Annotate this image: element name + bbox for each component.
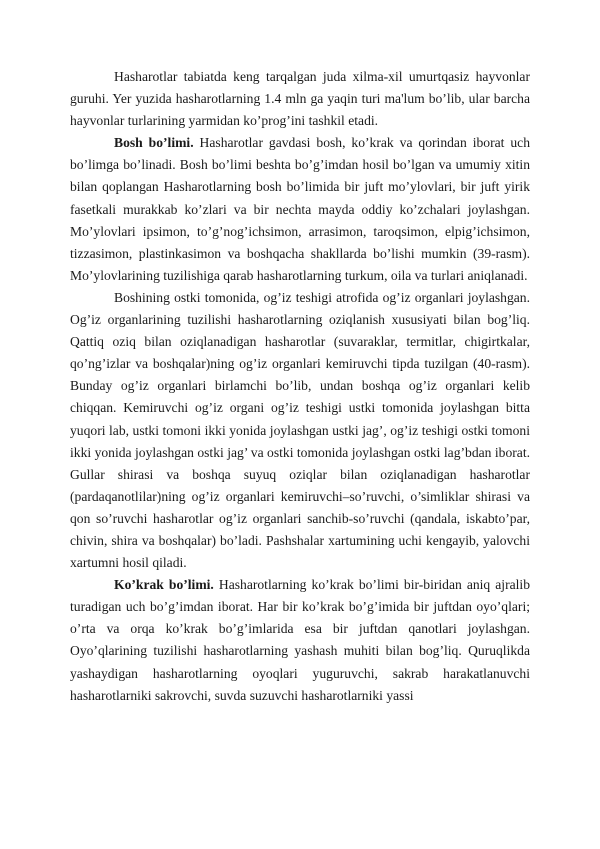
- paragraph-thorax-section: [70, 574, 530, 707]
- paragraph-text: Boshining ostki tomonida, og’iz teshigi atrofida og’iz organlari joylashgan. Og’iz organlarining tuzilishi hasharotlarning oziqlanish xususiyati bilan bog’liq. Qattiq oziq bilan oziqlanadigan hasharotlar (suvaraklar, termitlar, chigirtkalar, qo’ng’izlar va boshqalar)ning og’iz organlari kemiruvchi tipda tuzilgan (40-rasm). Bunday og’iz organlari birlamchi bo’lib, undan boshqa og’iz organlari kelib chiqqan. Kemiruvchi og’iz organi og’iz teshigi ustki tomonida joylashgan bitta yuqori lab, ustki tomoni ikki yonida joylashgan ustki jag’, og’iz teshigi ostki tomoni ikki yonida joylashgan ostki jag’ va ostki tomonida joylashgan ostki lag’bdan iborat. Gullar shirasi va boshqa suyuq oziqlar bilan oziqlanadigan hasharotlar (pardaqanotlilar)ning og’iz organlari kemiruvchi–so’ruvchi, o’simliklar shirasi va qon so’ruvchi hasharotlar og’iz organlari sanchib-so’ruvchi (qandala, iskabto’par, chivin, shira va boshqalar) bo’ladi. Pashshalar xartumining uchi kengayib, yalovchi xartumni hosil qiladi.: [70, 289, 530, 571]
- paragraph-text: Hasharotlar gavdasi bosh, ko’krak va qorindan iborat uch bo’limga bo’linadi. Bosh bo’limi beshta bo’g’imdan hosil bo’lgan va umumiy xitin bilan qoplangan Hasharotlarning bosh bo’limida bir juft mo’ylovlari, bir juft yirik fasetkali murakkab ko’zlari va bir nechta mayda oddiy ko’zchalari joylashgan. Mo’ylovlari ipsimon, to’g’nog’ichsimon, arrasimon, taroqsimon, elpig’ichsimon, tizzasimon, plastinkasimon va boshqacha shakllarda bo’lishi mumkin (39-rasm). Mo’ylovlarining tuzilishiga qarab hasharotlarning turkum, oila va turlari aniqlanadi.: [70, 135, 530, 283]
- paragraph-mouthparts: [70, 287, 530, 574]
- paragraph-text: Hasharotlarning ko’krak bo’limi bir-biridan aniq ajralib turadigan uch bo’g’imdan iborat. Har bir ko’krak bo’g’imida bir juftdan oyo’qlari; o’rta va orqa ko’krak bo’g’imlarida esa bir juftdan qanotlari joylashgan. Oyo’qlarining tuzilishi hasharotlarning yashash muhiti bilan bog’liq. Quruqlikda yashaydigan hasharotlarning oyoqlari yuguruvchi, sakrab harakatlanuvchi hasharotlarniki sakrovchi, suvda suzuvchi hasharotlarniki yassi: [70, 577, 530, 703]
- paragraph-text: Hasharotlar tabiatda keng tarqalgan juda xilma-xil umurtqasiz hayvonlar guruhi. Yer yuzida hasharotlarning 1.4 mln ga yaqin turi ma'lum bo’lib, ular barcha hayvonlar turlarining yarmidan ko’prog’ini tashkil etadi.: [70, 69, 530, 129]
- section-heading-thorax: Ko’krak bo’limi.: [114, 577, 214, 593]
- section-heading-head: Bosh bo’limi.: [114, 135, 194, 151]
- paragraph-intro: [70, 66, 530, 132]
- document-body: [70, 66, 530, 707]
- paragraph-head-section: [70, 132, 530, 287]
